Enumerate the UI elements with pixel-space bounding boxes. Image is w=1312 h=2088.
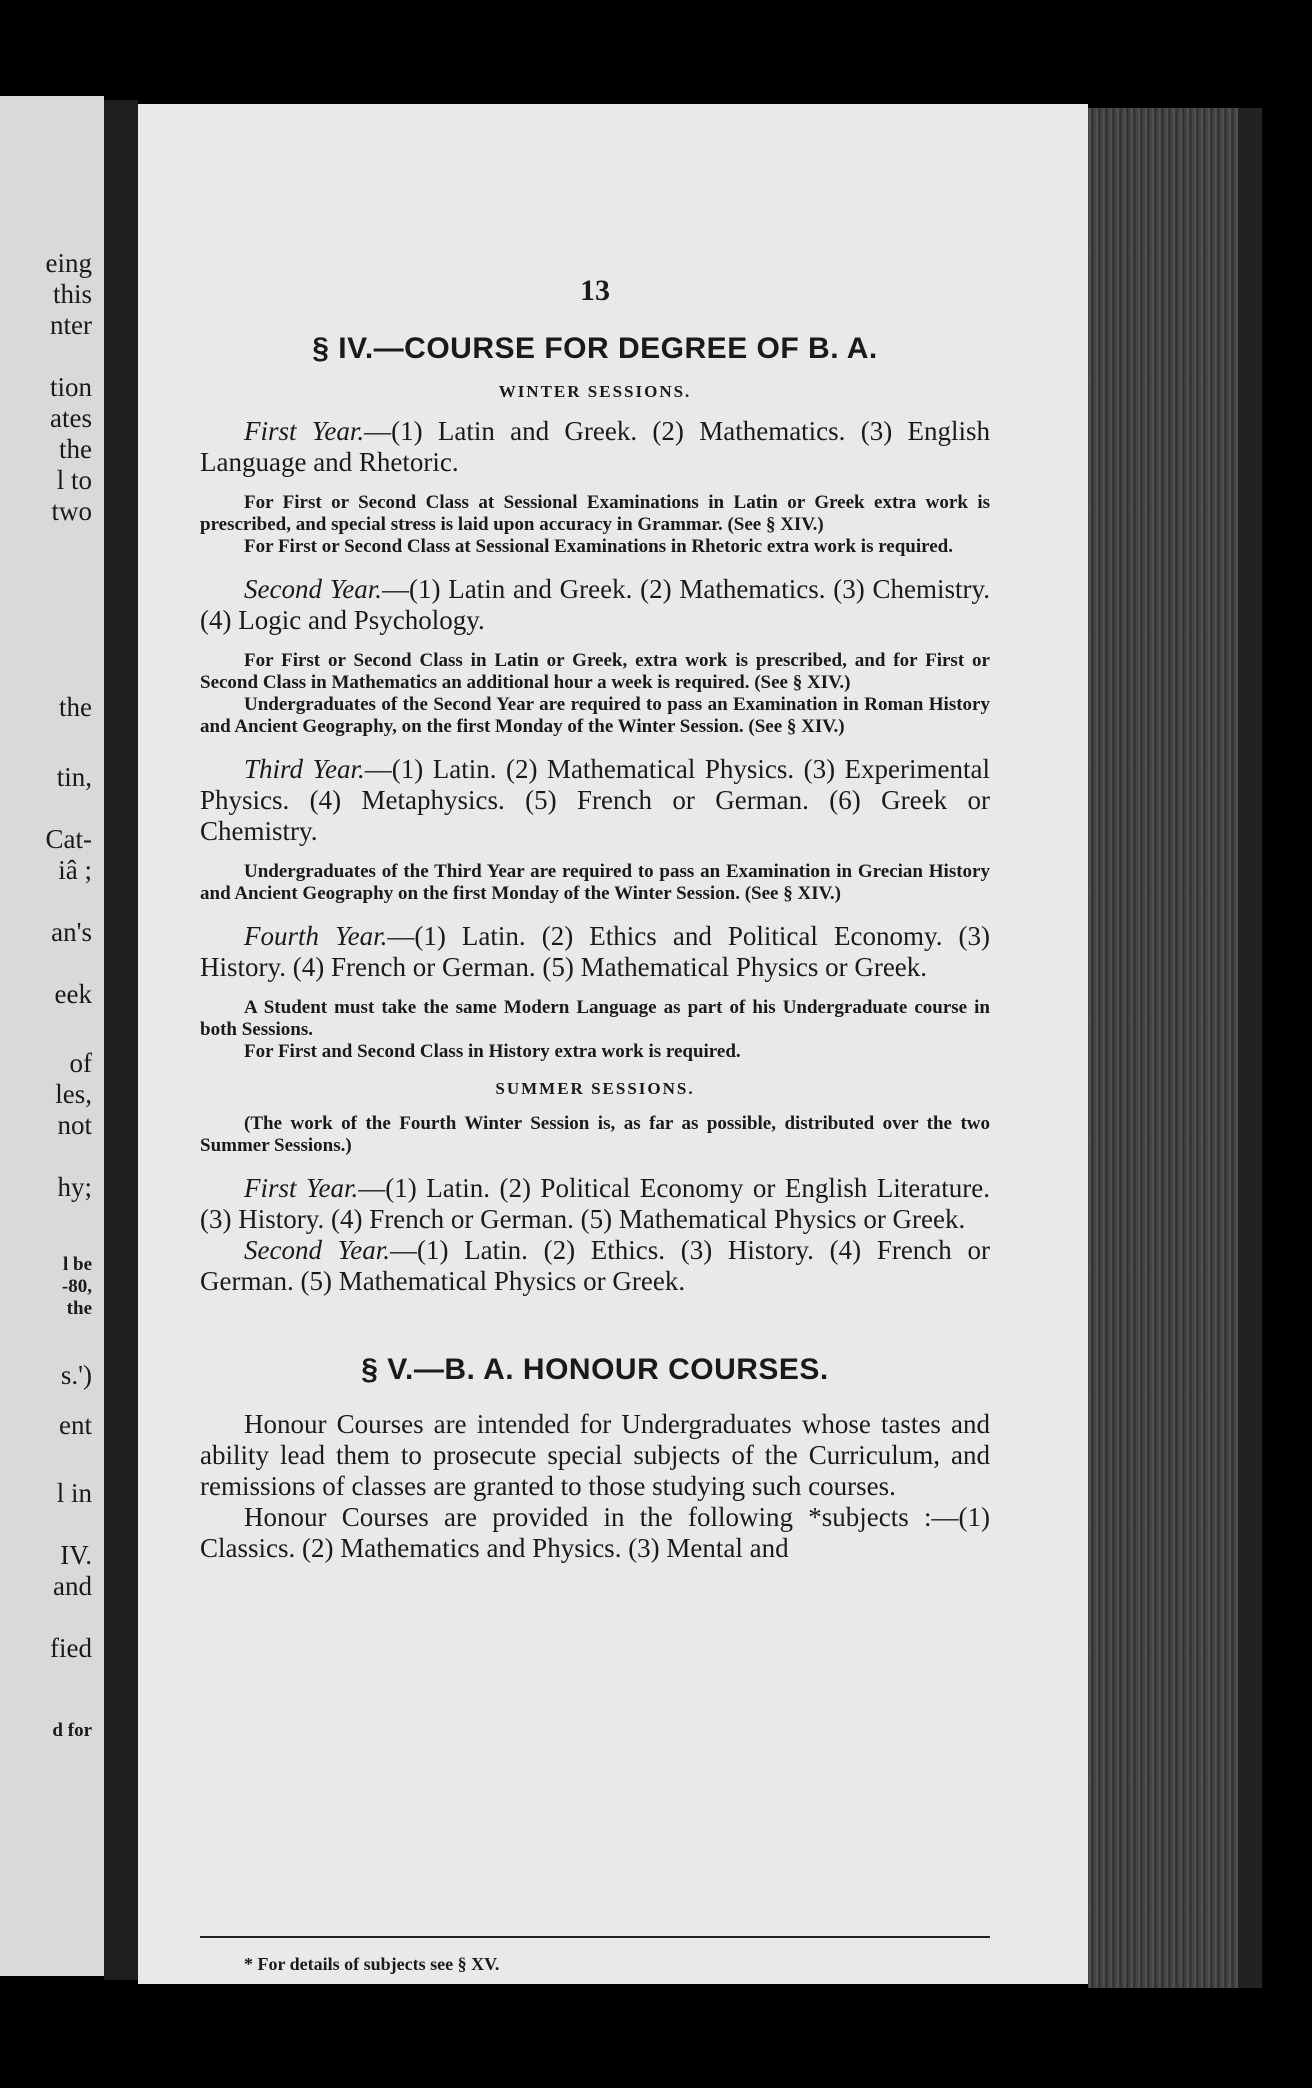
year-courses: —(1) Latin. (2) Mathematical Physics. (3) Experimental Physics. (4) Metaphysics. (5) French or German. (6) Greek or Chemistry. [200,754,990,846]
year-label: First Year. [244,1173,359,1203]
facing-page-text: the [66,1298,92,1319]
book-gutter [104,100,138,1980]
year-courses: —(1) Latin and Greek. (2) Mathematics. (3) English Language and Rhetoric. [200,416,990,477]
summer-note: (The work of the Fourth Winter Session is, as far as possible, distributed over the two Summer Sessions.) [200,1113,990,1156]
winter-second-year [200,574,990,636]
facing-page-text: -80, [61,1276,92,1297]
note: For First or Second Class at Sessional Examinations in Latin or Greek extra work is prescribed, and special stress is laid upon accuracy in Grammar. (See § XIV.) [200,492,990,535]
note: For First and Second Class in History extra work is required. [244,1041,741,1062]
facing-page-text: l be [62,1254,92,1275]
facing-page-text: fied [50,1633,92,1663]
book-page [138,104,1088,1984]
year-courses: —(1) Latin. (2) Political Economy or English Literature. (3) History. (4) French or German. (5) Mathematical Physics or Greek. [200,1173,990,1234]
facing-page-text: iâ ; [58,855,92,885]
facing-page-text: l to [56,465,92,495]
facing-page-text: ates [50,403,92,433]
facing-page-text: an's [51,917,92,947]
facing-page-text: s.') [60,1360,92,1390]
book-cover-edge [1238,108,1262,1988]
summer-note-group [200,1113,990,1157]
facing-page-text: hy; [57,1172,92,1202]
winter-third-year [200,754,990,847]
facing-page-text: tin, [56,762,92,792]
summer-second-year [200,1235,990,1297]
page-edges [1088,108,1238,1988]
year-courses: —(1) Latin. (2) Ethics and Political Economy. (3) History. (4) French or German. (5) Mathematical Physics or Greek. [200,921,990,982]
note: Undergraduates of the Second Year are required to pass an Examination in Roman History and Ancient Geography, on the first Monday of the Winter Session. (See § XIV.) [200,694,990,737]
facing-page-text: les, [55,1079,92,1109]
honours-paragraph-2: Honour Courses are provided in the following *subjects :—(1) Classics. (2) Mathematics and Physics. (3) Mental and [200,1502,990,1563]
year-label: Third Year. [244,754,365,784]
facing-page-text: eing [45,248,92,278]
facing-page-fragment [0,96,104,1976]
facing-page-text: not [57,1110,92,1140]
footnote: * For details of subjects see § XV. [244,1954,500,1974]
facing-page-text: eek [54,979,92,1009]
note: A Student must take the same Modern Language as part of his Undergraduate course in both Sessions. [200,997,990,1040]
facing-page-text: the [59,692,92,722]
facing-page-text: ent [59,1410,92,1440]
summer-first-year [200,1173,990,1235]
section-5-title: § V.—B. A. HONOUR COURSES. [361,1353,829,1386]
footnote-rule [200,1936,990,1938]
facing-page-text: of [69,1048,92,1078]
winter-first-year [200,416,990,478]
year-label: Second Year. [244,574,382,604]
facing-page-text: tion [49,372,92,402]
facing-page-text: two [51,496,92,526]
facing-page-text: this [52,279,92,309]
facing-page-text: nter [50,310,92,340]
facing-page-text: the [59,434,92,464]
summer-sessions-heading: SUMMER SESSIONS. [495,1079,695,1098]
note: Undergraduates of the Third Year are required to pass an Examination in Grecian History and Ancient Geography on the first Monday of the Winter Session. (See § XIV.) [200,861,990,904]
year-label: First Year. [244,416,365,446]
winter-fourth-year [200,921,990,983]
year-label: Fourth Year. [244,921,388,951]
year-courses: —(1) Latin. (2) Ethics. (3) History. (4) French or German. (5) Mathematical Physics or Greek. [200,1235,990,1296]
facing-page-text: IV. [60,1540,92,1570]
note: For First or Second Class in Latin or Greek, extra work is prescribed, and for First or Second Class in Mathematics an additional hour a week is required. (See § XIV.) [200,650,990,693]
third-year-notes [200,861,990,905]
facing-page-text: and [53,1571,92,1601]
facing-page-text: l in [56,1478,92,1508]
note: For First or Second Class at Sessional Examinations in Rhetoric extra work is required. [244,536,953,557]
winter-sessions-heading: WINTER SESSIONS. [498,382,692,401]
facing-page-text: Cat- [45,824,92,854]
first-year-notes [200,492,990,558]
year-label: Second Year. [244,1235,390,1265]
facing-page-text: d for [52,1720,92,1741]
fourth-year-notes [200,997,990,1063]
page-content [200,274,990,1564]
page-number: 13 [580,274,610,307]
section-4-title: § IV.—COURSE FOR DEGREE OF B. A. [312,332,878,365]
year-courses: —(1) Latin and Greek. (2) Mathematics. (3) Chemistry. (4) Logic and Psychology. [200,574,990,635]
second-year-notes [200,650,990,738]
honours-paragraph-1: Honour Courses are intended for Undergraduates whose tastes and ability lead them to prosecute special subjects of the Curriculum, and remissions of classes are granted to those studying such courses. [200,1409,990,1501]
